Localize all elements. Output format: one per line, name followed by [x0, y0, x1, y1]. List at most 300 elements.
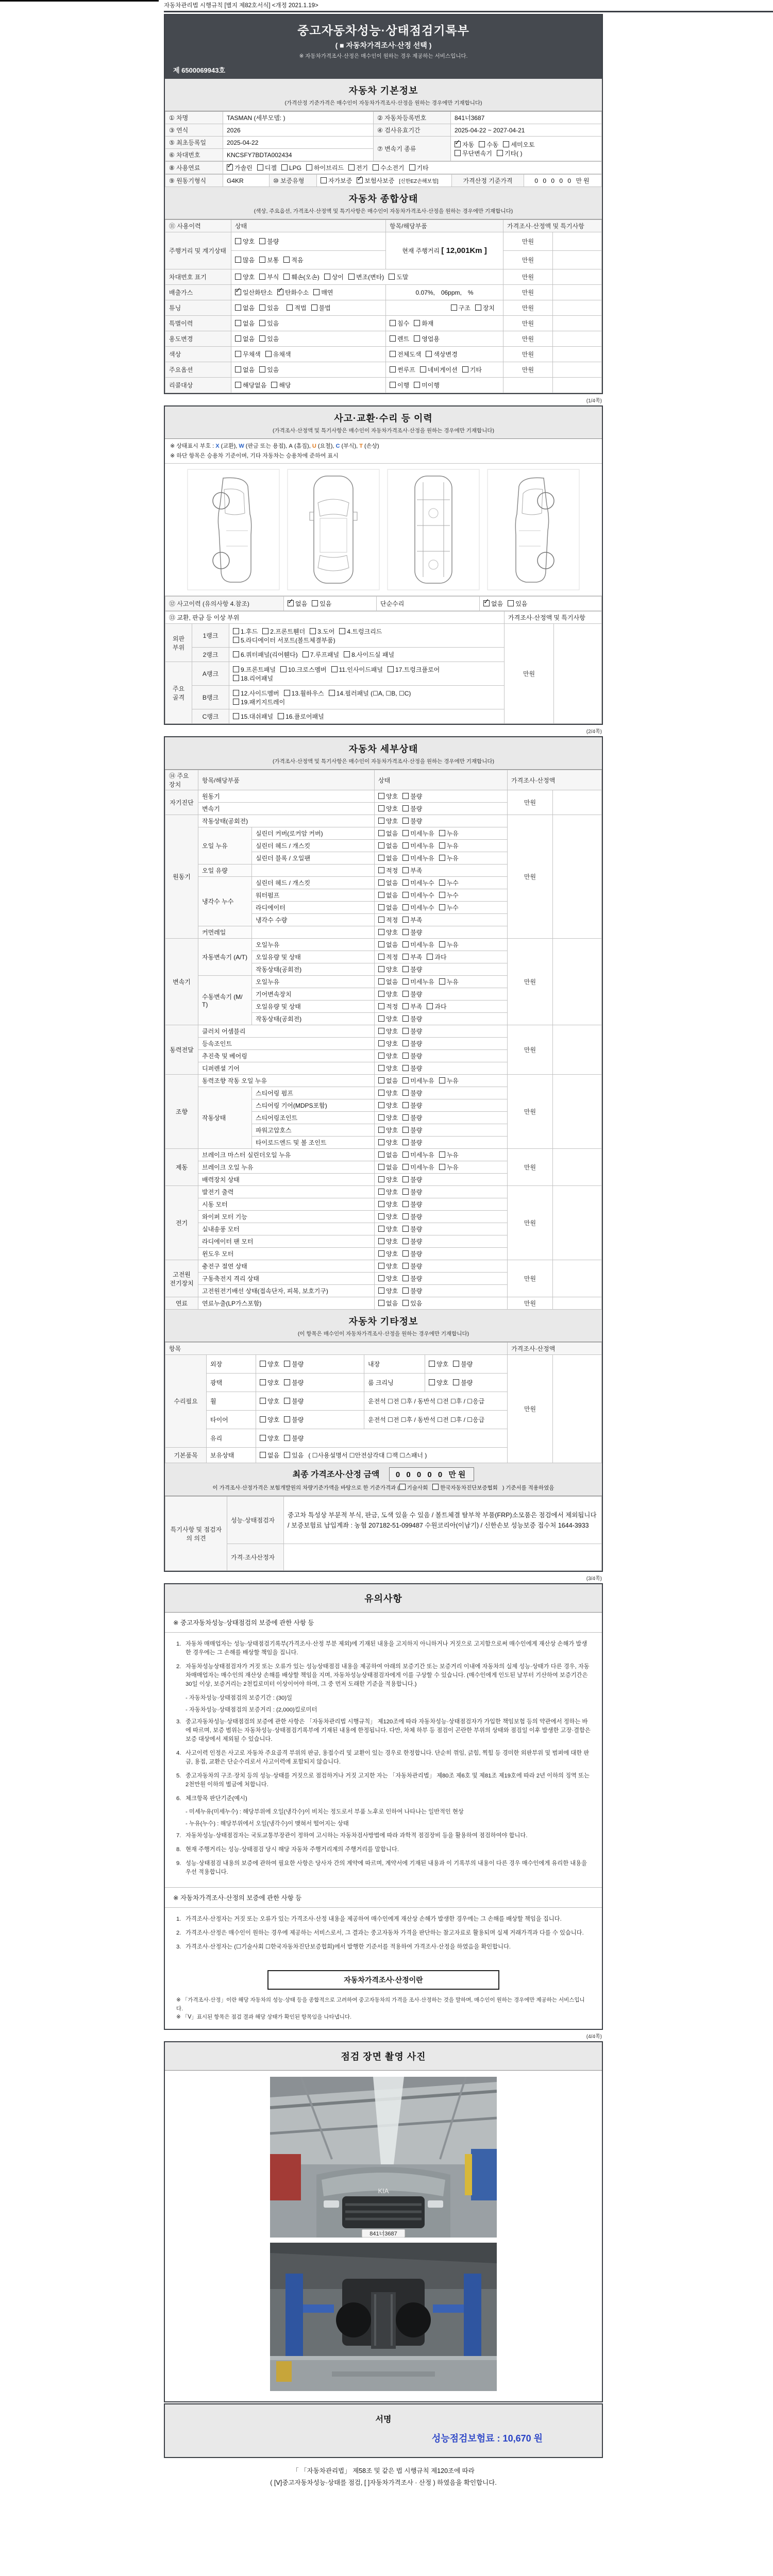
option-label: 없음 [491, 600, 503, 608]
row-main-options [165, 362, 602, 378]
option-양호 [378, 1138, 398, 1147]
option-양호 [378, 928, 398, 937]
checkbox-없음[interactable] [378, 830, 384, 836]
option-label: 불량 [410, 1102, 423, 1110]
checkbox-양호[interactable] [378, 1127, 384, 1133]
checkbox-불량[interactable] [402, 1028, 409, 1034]
checkbox-양호[interactable] [378, 1226, 384, 1232]
polish-options [256, 1374, 364, 1392]
checkbox-기타[interactable] [409, 164, 415, 171]
checkbox-2.프론트휀더[interactable] [262, 628, 268, 634]
option-label: 양호 [386, 1090, 398, 1097]
checkbox-16.플로어패널[interactable] [278, 713, 284, 719]
checkbox-미세누수[interactable] [402, 904, 409, 910]
checkbox-부족[interactable] [402, 867, 409, 873]
option-적정 [378, 1002, 398, 1011]
option-양호 [378, 1262, 398, 1270]
checkbox-없음[interactable] [288, 600, 294, 606]
option-수소전기 [373, 163, 404, 172]
option-미세누유 [402, 841, 434, 850]
checkbox-7.루프패널[interactable] [303, 651, 309, 657]
option-label: 없음 [295, 600, 308, 608]
emission-options [231, 285, 386, 300]
checkbox-색상변경[interactable] [426, 351, 432, 357]
checkbox-일산화탄소[interactable] [235, 289, 241, 295]
checkbox-불량[interactable] [402, 1213, 409, 1219]
checkbox-없음[interactable] [235, 320, 241, 326]
checkbox-렌트[interactable] [390, 335, 396, 342]
checkbox-화재[interactable] [414, 320, 420, 326]
checkbox-불량[interactable] [453, 1361, 459, 1367]
option-전기 [348, 163, 368, 172]
checkbox-무채색[interactable] [235, 351, 241, 357]
checkbox-훼손(오손)[interactable] [283, 274, 290, 280]
checkbox-없음[interactable] [235, 304, 241, 311]
detail-item: 실린더 헤드 / 개스킷 [252, 840, 375, 852]
checkbox-불량[interactable] [284, 1379, 290, 1385]
checkbox-수동[interactable] [479, 141, 485, 147]
checkbox-양호[interactable] [378, 1213, 384, 1219]
checkbox-있음[interactable] [259, 304, 265, 311]
checkbox-있음[interactable] [259, 366, 265, 372]
checkbox-없음[interactable] [378, 904, 384, 910]
checkbox-가솔린[interactable] [227, 164, 233, 171]
checkbox-없음[interactable] [378, 892, 384, 898]
detail-row [165, 939, 602, 951]
checkbox-양호[interactable] [378, 805, 384, 811]
checkbox-불량[interactable] [402, 1238, 409, 1244]
checkbox-미세누유[interactable] [402, 941, 409, 947]
option-label: 양호 [386, 1015, 398, 1023]
checkbox-양호[interactable] [378, 929, 384, 935]
checkbox-양호[interactable] [260, 1361, 266, 1367]
option-label: 많음 [243, 257, 255, 264]
checkbox-부식[interactable] [259, 274, 265, 280]
checkbox-불량[interactable] [402, 1201, 409, 1207]
checkbox-불량[interactable] [402, 793, 409, 799]
checkbox-불량[interactable] [402, 1226, 409, 1232]
row-vin-mark [165, 269, 602, 285]
checkbox-양호[interactable] [378, 1065, 384, 1071]
final-price-note: 이 가격조사·산정가격은 보험개발원의 차량기준가액을 바탕으로 한 기준가격과 ( 기술사회 한국자동차진단보증협회 ) 기준서를 적용하였음 [212, 1485, 554, 1492]
checkbox-양호[interactable] [235, 238, 241, 244]
note [553, 300, 602, 316]
checkbox-불량[interactable] [402, 1287, 409, 1294]
checkbox-적법[interactable] [287, 304, 293, 311]
checkbox-없음[interactable] [378, 1164, 384, 1170]
checkbox-디젤[interactable] [257, 164, 263, 171]
checkbox-많음[interactable] [235, 257, 241, 263]
checkbox-양호[interactable] [260, 1416, 266, 1422]
rank-items-line [233, 636, 500, 645]
checkbox-기타[interactable] [462, 366, 468, 372]
checkbox-없음[interactable] [378, 941, 384, 947]
checkbox-양호[interactable] [378, 966, 384, 972]
recall-label: 리콜대상 [165, 378, 231, 393]
checkbox-불량[interactable] [402, 1053, 409, 1059]
checkbox-보통[interactable] [259, 257, 265, 263]
checkbox-양호[interactable] [260, 1398, 266, 1404]
checkbox-6.쿼터패널(리어휀다)[interactable] [233, 651, 239, 657]
checkbox-상이[interactable] [324, 274, 330, 280]
price: 만원 [503, 269, 553, 285]
checkbox-불량[interactable] [402, 1102, 409, 1108]
option-미세누수 [402, 903, 434, 912]
checkbox-불량[interactable] [402, 1090, 409, 1096]
checkbox-양호[interactable] [378, 1139, 384, 1145]
basic-info-table-b [165, 161, 602, 174]
rank-label: 2랭크 [192, 648, 229, 662]
option-label: 불량 [292, 1416, 304, 1424]
checkbox-양호[interactable] [378, 1028, 384, 1034]
checkbox-미세누수[interactable] [402, 892, 409, 898]
panel-price: 만원 [505, 624, 554, 724]
checkbox-불량[interactable] [402, 1275, 409, 1281]
checkbox-불량[interactable] [284, 1416, 290, 1422]
photos-title: 점검 장면 촬영 사진 [341, 2052, 426, 2062]
checkbox-부족[interactable] [402, 917, 409, 923]
checkbox-불량[interactable] [402, 818, 409, 824]
detail-item: 구동축전지 격리 상태 [198, 1273, 375, 1285]
checkbox-누수[interactable] [439, 892, 445, 898]
option-4.트렁크리드 [339, 627, 382, 636]
option-이행 [390, 381, 409, 389]
overall-header [165, 187, 602, 219]
option-양호 [429, 1378, 448, 1387]
option-label: 자동 [462, 141, 475, 148]
checkbox-세미오토[interactable] [503, 141, 509, 147]
checkbox-18.리어패널[interactable] [233, 675, 239, 681]
checkbox-양호[interactable] [378, 1275, 384, 1281]
checkbox-변조(변타)[interactable] [348, 274, 355, 280]
accident-subtitle: (가격조사·산정액 및 특기사항은 매수인이 자동차가격조사·산정을 원하는 경우에만 기재합니다) [273, 428, 494, 434]
checkbox-보험사보증[interactable] [357, 177, 363, 183]
checkbox-미세누유[interactable] [402, 1077, 409, 1083]
checkbox-미세누유[interactable] [402, 855, 409, 861]
checkbox-도말[interactable] [389, 274, 395, 280]
checkbox-있음[interactable] [259, 320, 265, 326]
option-미세누유 [402, 829, 434, 838]
svg-text:KIA: KIA [378, 2187, 389, 2195]
checkbox-불량[interactable] [402, 1127, 409, 1133]
holding-state-label: 보유상태 [207, 1448, 256, 1463]
checkbox-양호[interactable] [378, 1263, 384, 1269]
checkbox-15.대쉬패널[interactable] [233, 713, 239, 719]
detail-table [165, 770, 602, 1310]
option-디젤 [257, 163, 277, 172]
detail-state [375, 951, 508, 963]
checkbox-영업용[interactable] [414, 335, 420, 342]
checkbox-양호[interactable] [378, 1176, 384, 1182]
checkbox-양호[interactable] [378, 1053, 384, 1059]
checkbox-해당[interactable] [271, 382, 277, 388]
checkbox-전체도색[interactable] [390, 351, 396, 357]
checkbox-없음[interactable] [260, 1452, 266, 1458]
checkbox-미세누유[interactable] [402, 1164, 409, 1170]
checkbox-8.사이드실 패널[interactable] [344, 651, 350, 657]
checkbox-불량[interactable] [402, 1065, 409, 1071]
checkbox-10.크로스멤버[interactable] [280, 666, 287, 672]
option-불량 [453, 1378, 473, 1387]
option-탄화수소 [277, 288, 309, 297]
checkbox-12.사이드멤버[interactable] [233, 690, 239, 696]
checkbox-없음[interactable] [378, 1077, 384, 1083]
checkbox-3.도어[interactable] [310, 628, 316, 634]
option-누수 [439, 903, 459, 912]
option-label: 해당 [279, 382, 291, 389]
overall-subtitle: (색상, 주요옵션, 가격조사·산정액 및 특기사항은 매수인이 자동차가격조사·산정을 원하는 경우에만 기재합니다) [254, 208, 513, 214]
checkbox-이행[interactable] [390, 382, 396, 388]
option-11.인사이드패널 [331, 665, 383, 674]
option-label: 없음 [386, 941, 398, 949]
note [553, 269, 602, 285]
checkbox-없음[interactable] [235, 366, 241, 372]
checkbox-부족[interactable] [402, 1003, 409, 1009]
device-조향: 조향 [165, 1075, 198, 1149]
checkbox-없음[interactable] [378, 1151, 384, 1158]
option-label: 없음 [386, 892, 398, 900]
checkbox-없음[interactable] [378, 1300, 384, 1306]
notice-footnotes [165, 1996, 602, 2029]
checkbox-누유[interactable] [439, 1151, 445, 1158]
checkbox-미세누유[interactable] [402, 1151, 409, 1158]
checkbox-과다[interactable] [427, 1003, 433, 1009]
checkbox-누수[interactable] [439, 879, 445, 886]
checkbox-무단변속기[interactable] [455, 150, 461, 156]
checkbox-19.패키지트레이[interactable] [233, 699, 239, 705]
checkbox-썬루프[interactable] [390, 366, 396, 372]
status-code-desc: (손상) [362, 443, 379, 449]
checkbox-불량[interactable] [284, 1398, 290, 1404]
option-과다 [427, 1002, 446, 1011]
checkbox-불량[interactable] [402, 1189, 409, 1195]
checkbox-적정[interactable] [378, 917, 384, 923]
status-code-desc: (흠집), [293, 443, 312, 449]
notice-item [176, 1749, 591, 1767]
checkbox-불량[interactable] [259, 238, 265, 244]
checkbox-누유[interactable] [439, 941, 445, 947]
option-label: 유채색 [273, 351, 291, 358]
checkbox-불량[interactable] [453, 1379, 459, 1385]
checkbox-전기[interactable] [348, 164, 355, 171]
checkbox-미세누유[interactable] [402, 830, 409, 836]
checkbox-양호[interactable] [378, 1114, 384, 1121]
checkbox-양호[interactable] [260, 1435, 266, 1441]
notice-item-text: 성능·상태점검 내용의 보증에 관하여 필요한 사항은 당사자 간의 계약에 따르며, 계약서에 기재된 내용과 이 기록부의 내용이 다른 경우 매수인에게 유리한 내용을 우선 적용합니다. [186, 1860, 587, 1876]
checkbox-양호[interactable] [429, 1379, 435, 1385]
checkbox-침수[interactable] [390, 320, 396, 326]
checkbox-없음[interactable] [235, 335, 241, 342]
checkbox-네비게이션[interactable] [420, 366, 426, 372]
checkbox-있음[interactable] [312, 600, 318, 606]
option-label: 양호 [386, 1189, 398, 1196]
option-양호 [260, 1378, 279, 1387]
detail-item: 원동기 [198, 790, 375, 803]
status-code-U: U [312, 443, 316, 449]
option-label: 영업용 [422, 335, 440, 343]
basic-info-title: 자동차 기본정보 [348, 86, 418, 96]
checkbox-불량[interactable] [402, 1263, 409, 1269]
option-label: 불량 [410, 1238, 423, 1246]
checkbox-불량[interactable] [402, 805, 409, 811]
checkbox-누유[interactable] [439, 1164, 445, 1170]
checkbox-양호[interactable] [378, 1201, 384, 1207]
checkbox-자동[interactable] [455, 141, 461, 147]
checkbox-양호[interactable] [378, 818, 384, 824]
checkbox-양호[interactable] [378, 1189, 384, 1195]
option-label: 19.패키지트레이 [241, 698, 285, 706]
checkbox-적정[interactable] [378, 1003, 384, 1009]
checkbox-양호[interactable] [378, 793, 384, 799]
checkbox-적음[interactable] [283, 257, 290, 263]
checkbox-양호[interactable] [378, 1040, 384, 1046]
option-label: 누유 [446, 1077, 459, 1085]
status-code-C: C [335, 443, 340, 449]
checkbox-9.프론트패널[interactable] [233, 666, 239, 672]
checkbox-미세누유[interactable] [402, 842, 409, 849]
option-label: 이행 [397, 382, 410, 389]
tuning-options-2 [386, 300, 503, 316]
wheel-label: 휠 [207, 1392, 256, 1411]
checkbox-있음[interactable] [259, 335, 265, 342]
checkbox-누유[interactable] [439, 1077, 445, 1083]
checkbox-LPG[interactable] [281, 164, 288, 171]
checkbox-해당없음[interactable] [235, 382, 241, 388]
checkbox-양호[interactable] [378, 1015, 384, 1022]
checkbox-미세누유[interactable] [402, 978, 409, 985]
checkbox-있음[interactable] [284, 1452, 290, 1458]
status-code-T: T [359, 443, 363, 449]
checkbox-누수[interactable] [439, 904, 445, 910]
option-16.플로어패널 [278, 712, 324, 721]
checkbox-양호[interactable] [235, 274, 241, 280]
checkbox-있음[interactable] [402, 1300, 409, 1306]
option-불량 [453, 1360, 473, 1368]
inspect-value: 2025-04-22 ~ 2027-04-21 [451, 124, 602, 137]
option-불량 [402, 1286, 422, 1295]
status-code-desc: (교환), [219, 443, 239, 449]
checkbox-적정[interactable] [378, 954, 384, 960]
checkbox-17.트렁크플로어[interactable] [388, 666, 394, 672]
checkbox-불량[interactable] [402, 1139, 409, 1145]
option-자가보증 [321, 176, 352, 185]
checkbox-누유[interactable] [439, 855, 445, 861]
checkbox-양호[interactable] [378, 1090, 384, 1096]
option-label: 양호 [386, 805, 398, 813]
checkbox-미이행[interactable] [414, 382, 420, 388]
checkbox-양호[interactable] [429, 1361, 435, 1367]
option-label: 해당없음 [243, 382, 267, 389]
checkbox-장치[interactable] [475, 304, 481, 311]
option-없음 [235, 303, 255, 312]
notice-item [176, 1772, 591, 1789]
option-없음 [288, 599, 307, 608]
option-label: 불량 [410, 991, 423, 998]
option-label: 도말 [396, 274, 409, 281]
checkbox-13.휠하우스[interactable] [284, 690, 290, 696]
checkbox-없음[interactable] [378, 978, 384, 985]
checkbox-누유[interactable] [439, 842, 445, 849]
checkbox-양호[interactable] [378, 1250, 384, 1257]
checkbox-5.라디에이터 서포트(볼트체결부품)[interactable] [233, 637, 239, 643]
checkbox-과다[interactable] [427, 954, 433, 960]
checkbox-불량[interactable] [402, 1040, 409, 1046]
checkbox-양호[interactable] [378, 1238, 384, 1244]
checkbox-불량[interactable] [402, 1015, 409, 1022]
checkbox-양호[interactable] [378, 991, 384, 997]
checkbox-적정[interactable] [378, 867, 384, 873]
option-label: 장치 [482, 304, 495, 312]
checkbox-불량[interactable] [402, 966, 409, 972]
detail-item: 작동상태(공회전) [252, 963, 375, 976]
final-price-value: 0 0 0 0 0 만원 [389, 1467, 475, 1481]
checkbox-기술사회[interactable] [399, 1484, 406, 1490]
checkbox-구조[interactable] [451, 304, 457, 311]
checkbox-4.트렁크리드[interactable] [339, 628, 345, 634]
checkbox-누유[interactable] [439, 978, 445, 985]
checkbox-탄화수소[interactable] [277, 289, 283, 295]
checkbox-불량[interactable] [284, 1435, 290, 1441]
option-label: 양호 [386, 1213, 398, 1221]
checkbox-있음[interactable] [508, 600, 514, 606]
checkbox-불량[interactable] [402, 929, 409, 935]
checkbox-불량[interactable] [402, 1176, 409, 1182]
checkbox-양호[interactable] [378, 1287, 384, 1294]
checkbox-양호[interactable] [378, 1102, 384, 1108]
col-detail-state: 상태 [375, 770, 508, 790]
option-기타 [462, 365, 482, 374]
checkbox-한국자동차진단보증협회[interactable] [432, 1484, 439, 1490]
checkbox-불법[interactable] [311, 304, 317, 311]
checkbox-자가보증[interactable] [321, 177, 327, 183]
checkbox-수소전기[interactable] [373, 164, 379, 171]
notice-subline: - 자동차성능·상태점검의 보증거리 : (2,000)킬로미터 [186, 1707, 317, 1713]
checkbox-누유[interactable] [439, 830, 445, 836]
checkbox-1.후드[interactable] [233, 628, 239, 634]
current-mileage-value: [ 12,001Km ] [441, 246, 487, 255]
option-label: 양호 [386, 1275, 398, 1283]
checkbox-없음[interactable] [378, 842, 384, 849]
option-label: 불량 [292, 1379, 304, 1387]
checkbox-11.인사이드패널[interactable] [331, 666, 338, 672]
top-rule [164, 11, 773, 12]
checkbox-불량[interactable] [284, 1361, 290, 1367]
row-usage-change [165, 331, 602, 347]
checkbox-양호[interactable] [260, 1379, 266, 1385]
checkbox-부족[interactable] [402, 954, 409, 960]
checkbox-없음[interactable] [483, 600, 490, 606]
option-LPG [281, 164, 301, 172]
option-14.필러패널 (☐A, ☐B, ☐C) [329, 689, 411, 698]
checkbox-불량[interactable] [402, 1250, 409, 1257]
checkbox-없음[interactable] [378, 855, 384, 861]
option-label: 탄화수소 [284, 289, 309, 296]
usage-change-label: 용도변경 [165, 331, 231, 347]
checkbox-미세누수[interactable] [402, 879, 409, 886]
option-자동 [455, 140, 474, 149]
checkbox-하이브리드[interactable] [306, 164, 312, 171]
detail-price: 만원 [508, 1025, 553, 1075]
price: 만원 [503, 300, 553, 316]
checkbox-기타( )[interactable] [497, 150, 503, 156]
checkbox-유채색[interactable] [265, 351, 272, 357]
checkbox-14.필러패널 (☐A, ☐B, ☐C)[interactable] [329, 690, 335, 696]
detail-state [375, 1273, 508, 1285]
checkbox-불량[interactable] [402, 991, 409, 997]
checkbox-매연[interactable] [313, 289, 320, 295]
checkbox-없음[interactable] [378, 879, 384, 886]
checkbox-불량[interactable] [402, 1114, 409, 1121]
